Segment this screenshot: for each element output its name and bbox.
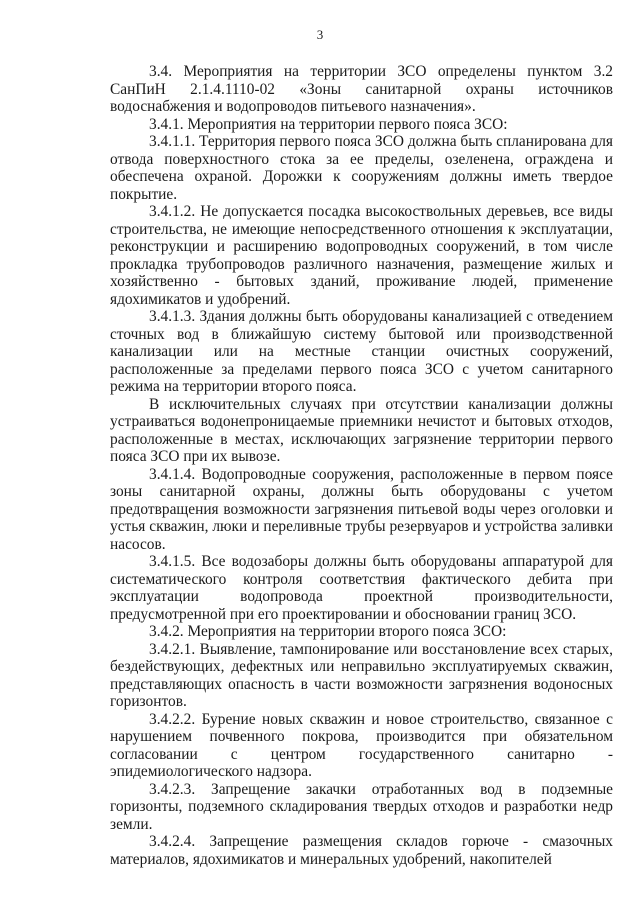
- paragraph-3-4: 3.4. Мероприятия на территории ЗСО определены пунктом 3.2 СанПиН 2.1.4.1110-02 «Зоны санитарной охраны источников водоснабжения и водопроводов питьевого назначения».: [110, 63, 613, 115]
- paragraph-3-4-2: 3.4.2. Мероприятия на территории второго пояса ЗСО:: [149, 623, 507, 640]
- paragraph-3-4-1-1: 3.4.1.1. Территория первого пояса ЗСО должна быть спланирована для отвода поверхностного стока за ее пределы, озеленена, ограждена и обеспечена охраной. Дорожки к сооружениям должны иметь твердое покрытие.: [110, 133, 613, 203]
- paragraph-3-4-1-5: 3.4.1.5. Все водозаборы должны быть оборудованы аппаратурой для систематического контроля соответствия фактического дебита при эксплуатации водопровода проектной производительности, предусмотренной при его проектировании и обосновании границ ЗСО.: [110, 553, 613, 623]
- paragraph-3-4-2-4: 3.4.2.4. Запрещение размещения складов горюче - смазочных материалов, ядохимикатов и минеральных удобрений, накопителей: [110, 833, 613, 868]
- paragraph-3-4-1: 3.4.1. Мероприятия на территории первого пояса ЗСО:: [149, 115, 508, 133]
- paragraph-3-4-1-4: 3.4.1.4. Водопроводные сооружения, расположенные в первом поясе зоны санитарной охраны, должны быть оборудованы с учетом предотвращения возможности загрязнения питьевой воды через оголовки и устья скважин, люки и переливные трубы резервуаров и устройства заливки насосов.: [110, 465, 613, 553]
- paragraph-exceptional-cases: В исключительных случаях при отсутствии канализации должны устраиваться водонепроницаемые приемники нечистот и бытовых отходов, расположенные в местах, исключающих загрязнение территории первого пояса ЗСО при их вывозе.: [110, 395, 613, 465]
- paragraph-3-4-2-1: 3.4.2.1. Выявление, тампонирование или восстановление всех старых, бездействующих, дефектных или неправильно эксплуатируемых скважин, представляющих опасность в части возможности загрязнения водоносных горизонтов.: [110, 640, 613, 710]
- paragraph-3-4-1-2: 3.4.1.2. Не допускается посадка высокоствольных деревьев, все виды строительства, не имеющие непосредственного отношения к эксплуатации, реконструкции и расширению водопроводных сооружений, в том числе прокладка трубопроводов различного назначения, размещение жилых и хозяйственно - бытовых зданий, проживание людей, применение ядохимикатов и удобрений.: [110, 203, 613, 308]
- page-number: 3: [316, 27, 324, 42]
- paragraph-3-4-1-3: 3.4.1.3. Здания должны быть оборудованы канализацией с отведением сточных вод в ближайшую систему бытовой или производственной канализации или на местные станции очистных сооружений, расположенные за пределами первого пояса ЗСО с учетом санитарного режима на территории второго пояса.: [110, 308, 613, 395]
- paragraph-3-4-2-3: 3.4.2.3. Запрещение закачки отработанных вод в подземные горизонты, подземного складирования твердых отходов и разработки недр земли.: [110, 780, 613, 833]
- document-body: [110, 63, 613, 868]
- paragraph-3-4-2-2: 3.4.2.2. Бурение новых скважин и новое строительство, связанное с нарушением почвенного покрова, производится при обязательном согласовании с центром государственного санитарно - эпидемиологического надзора.: [110, 710, 613, 780]
